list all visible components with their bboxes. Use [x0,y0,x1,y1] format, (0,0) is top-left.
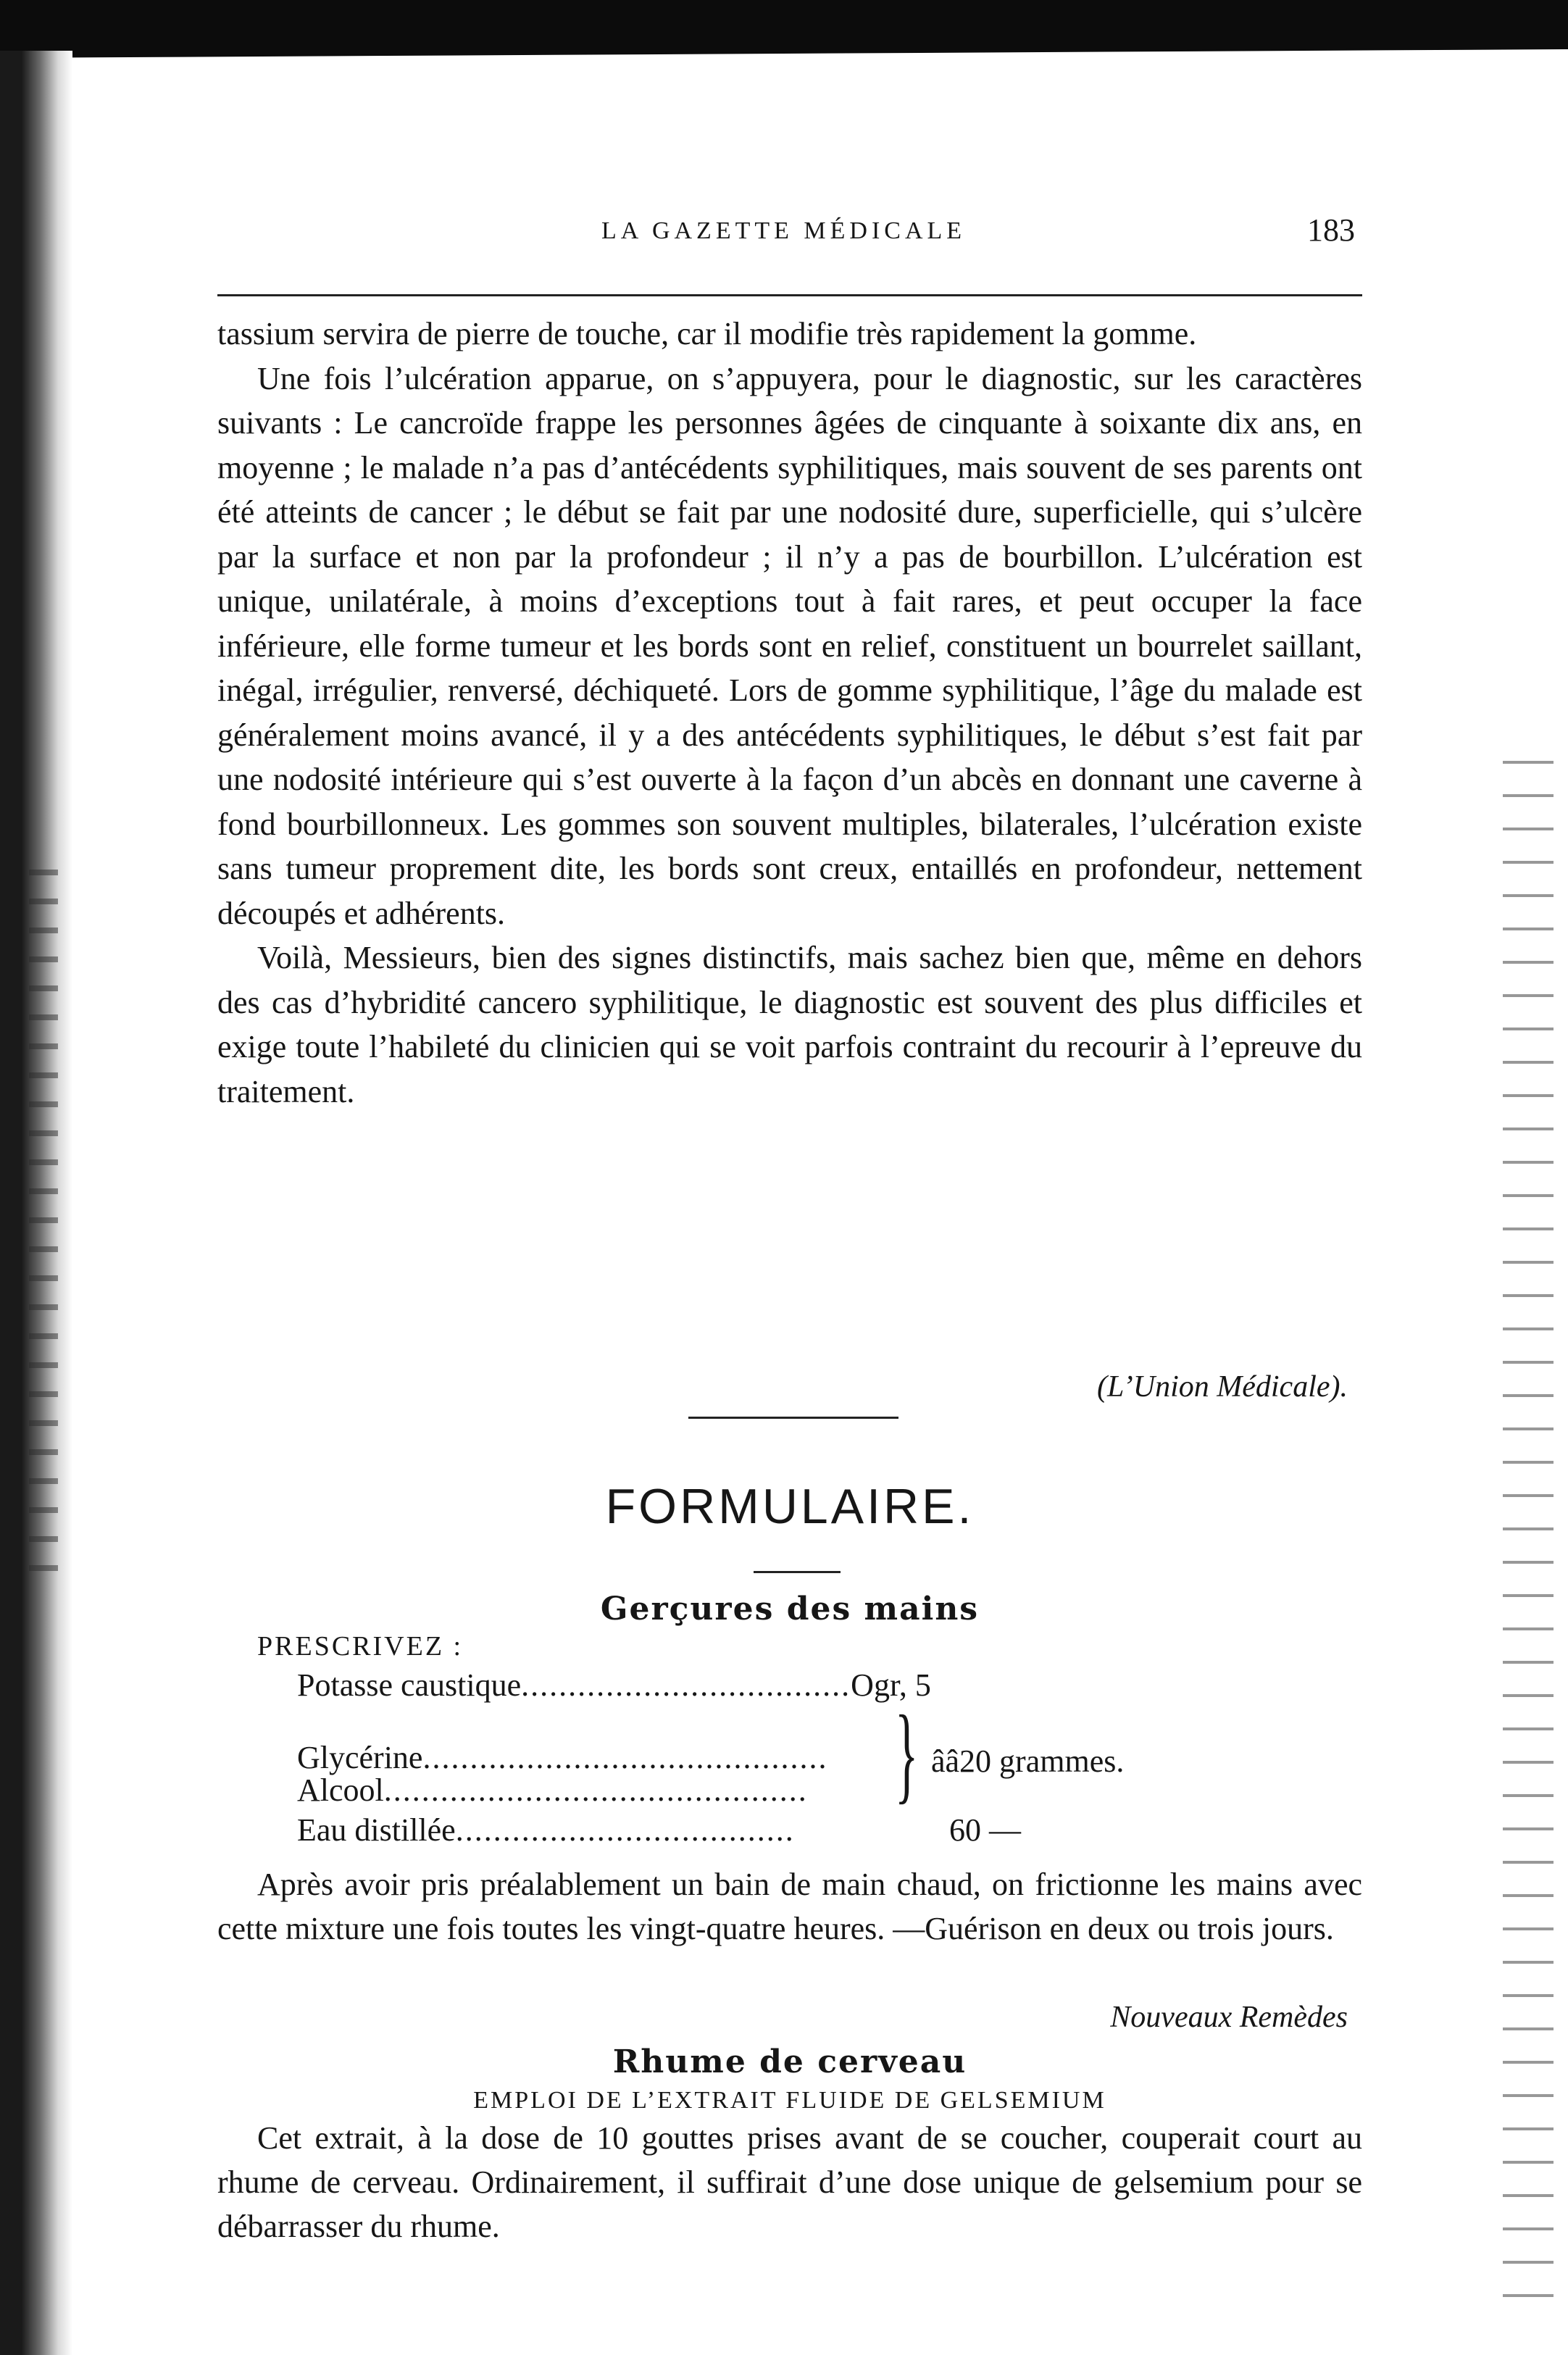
section-divider [688,1417,898,1419]
brace-symbol: } [895,1693,919,1814]
section-title: FORMULAIRE. [605,1479,975,1534]
item-leader: .................................... [455,1812,795,1848]
paragraph: Voilà, Messieurs, bien des signes distinctifs, mais sachez bien que, même en dehors des cas d’hybridité cancero syphilitique, le diagnostic est souvent des plus difficiles et exige toute l’habileté du clinicien qui se voit parfois contraint du recourir à l’epreuve du traitement. [217,940,1362,1109]
item-leader: ................................... [521,1667,851,1703]
prescription-label: PRESCRIVEZ : [257,1631,464,1662]
page-number: 183 [1307,212,1355,248]
item-leader: ........................................... [422,1740,828,1775]
scan-border-top [0,0,1568,58]
recipe-instructions [217,1862,1362,1951]
item-name: Alcool [297,1772,384,1808]
recipe-source: Nouveaux Remèdes [1110,2001,1348,2034]
article-body [217,312,1362,1114]
item-leader: ............................................. [383,1772,808,1808]
running-title: LA GAZETTE MÉDICALE [601,217,967,244]
prescription-item [297,1812,795,1848]
title-divider [754,1571,841,1573]
brace-quantity: ââ20 grammes. [931,1743,1125,1779]
page [217,210,1369,2244]
recipe-subheading: EMPLOI DE L’EXTRAIT FLUIDE DE GELSEMIUM [473,2087,1106,2114]
paragraph: Une fois l’ulcération apparue, on s’appuyera, pour le diagnostic, sur les caractères suivants : Le cancroïde frappe les personnes âgées de cinquante à soixante dix ans, en moyenne ; le malade n’a pas d’antécédents syphilitiques, mais souvent de ses parents ont été atteints de cancer ; le début se fait par une nodosité dure, superficielle, qui s’ulcère par la surface et non par la profondeur ; il n’y a pas de bourbillon. L’ulcération est unique, unilatérale, à moins d’exceptions tout à fait rares, et peut occuper la face inférieure, elle forme tumeur et les bords sont en relief, constituent un bourrelet saillant, inégal, irrégulier, renversé, déchiqueté. Lors de gomme syphilitique, l’âge du malade est généralement moins avancé, il y a des antécédents syphilitiques, le début s’est fait par une nodosité intérieure qui s’est ouverte à la façon d’un abcès en donnant une caverne à fond bourbillonneux. Les gommes son souvent multiples, bilaterales, l’ulcération existe sans tumeur proprement dite, les bords sont creux, entaillés en profondeur, nettement découpés et adhérents. [217,360,1362,931]
item-name: Eau distillée [297,1812,456,1848]
header-rule [217,294,1362,296]
running-head [217,210,1369,261]
paragraph: Après avoir pris préalablement un bain de main chaud, on frictionne les mains avec cette mixture une fois toutes les vingt-quatre heures. —Guérison en deux ou trois jours. [217,1867,1362,1946]
article-source: (L’Union Médicale). [1096,1370,1348,1404]
recipe-instructions [217,2116,1362,2248]
prescription-item [297,1739,827,1776]
item-quantity: 60 — [949,1812,1021,1848]
prescription-item [297,1772,808,1809]
paragraph: Cet extrait, à la dose de 10 gouttes prises avant de se coucher, couperait court au rhume de cerveau. Ordinairement, il suffirait d’une dose unique de gelsemium pour se débarrasser du rhume. [217,2120,1362,2244]
recipe-heading: Rhume de cerveau [612,2043,967,2080]
prescription-item [297,1667,931,1704]
recipe-heading: Gerçures des mains [600,1591,980,1627]
item-quantity: Ogr, 5 [851,1667,931,1703]
paragraph: tassium servira de pierre de touche, car il modifie très rapidement la gomme. [217,316,1197,351]
scan-noise-right [1503,761,1554,2319]
item-name: Glycérine [297,1740,423,1775]
item-name: Potasse caustique [297,1667,522,1703]
scan-noise-left [29,870,58,1594]
